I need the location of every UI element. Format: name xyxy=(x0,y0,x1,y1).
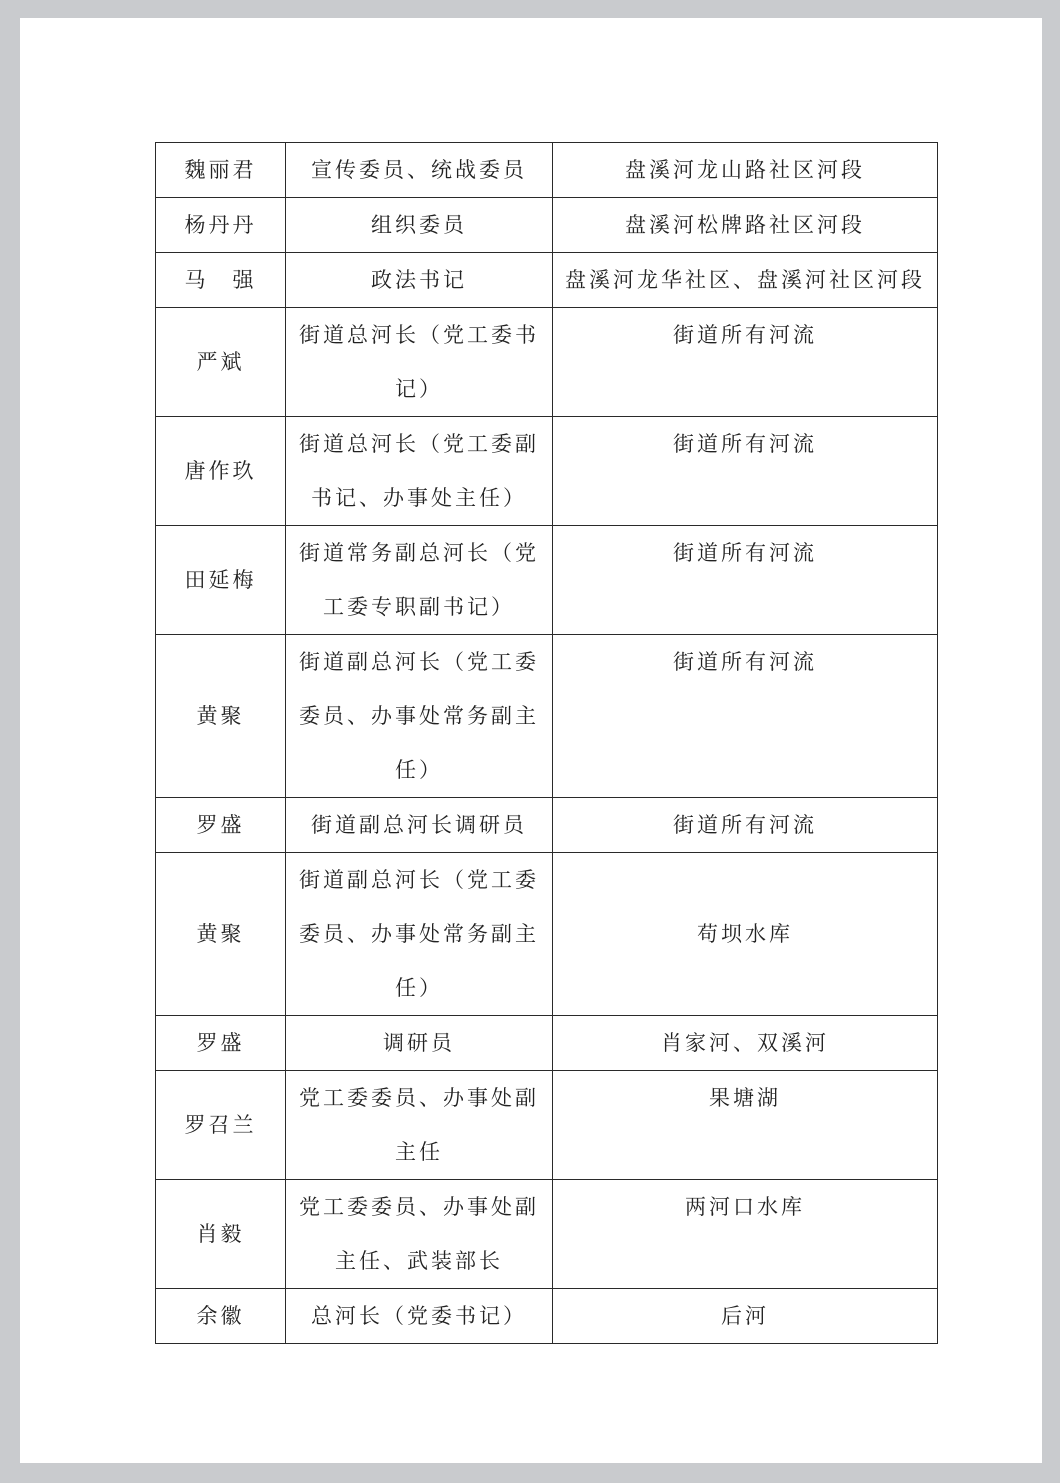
name-cell: 罗盛 xyxy=(156,1016,286,1071)
name-cell: 肖毅 xyxy=(156,1180,286,1289)
name-cell: 马 强 xyxy=(156,253,286,308)
table-row xyxy=(156,143,938,198)
table-row xyxy=(156,308,938,417)
table-row xyxy=(156,1180,938,1289)
position-cell: 组织委员 xyxy=(286,198,553,253)
table-row xyxy=(156,526,938,635)
table-row xyxy=(156,635,938,798)
area-cell: 盘溪河龙山路社区河段 xyxy=(553,143,938,198)
area-cell: 街道所有河流 xyxy=(553,526,938,635)
area-cell: 街道所有河流 xyxy=(553,635,938,798)
position-cell: 党工委委员、办事处副主任、武装部长 xyxy=(286,1180,553,1289)
name-cell: 罗盛 xyxy=(156,798,286,853)
name-cell: 杨丹丹 xyxy=(156,198,286,253)
position-cell: 党工委委员、办事处副主任 xyxy=(286,1071,553,1180)
name-cell: 余徽 xyxy=(156,1289,286,1344)
name-cell: 黄聚 xyxy=(156,635,286,798)
table-row xyxy=(156,198,938,253)
name-cell: 罗召兰 xyxy=(156,1071,286,1180)
position-cell: 宣传委员、统战委员 xyxy=(286,143,553,198)
name-cell: 魏丽君 xyxy=(156,143,286,198)
table-row xyxy=(156,1016,938,1071)
position-cell: 调研员 xyxy=(286,1016,553,1071)
area-cell: 苟坝水库 xyxy=(553,853,938,1016)
area-cell: 肖家河、双溪河 xyxy=(553,1016,938,1071)
position-cell: 政法书记 xyxy=(286,253,553,308)
table-row xyxy=(156,1289,938,1344)
position-cell: 街道副总河长（党工委委员、办事处常务副主任） xyxy=(286,635,553,798)
table-row xyxy=(156,1071,938,1180)
area-cell: 果塘湖 xyxy=(553,1071,938,1180)
position-cell: 街道副总河长调研员 xyxy=(286,798,553,853)
position-cell: 街道副总河长（党工委委员、办事处常务副主任） xyxy=(286,853,553,1016)
area-cell: 街道所有河流 xyxy=(553,798,938,853)
position-cell: 街道总河长（党工委书记） xyxy=(286,308,553,417)
area-cell: 街道所有河流 xyxy=(553,417,938,526)
name-cell: 严斌 xyxy=(156,308,286,417)
position-cell: 街道总河长（党工委副书记、办事处主任） xyxy=(286,417,553,526)
name-cell: 唐作玖 xyxy=(156,417,286,526)
position-cell: 街道常务副总河长（党工委专职副书记） xyxy=(286,526,553,635)
area-cell: 两河口水库 xyxy=(553,1180,938,1289)
name-cell: 黄聚 xyxy=(156,853,286,1016)
area-cell: 盘溪河龙华社区、盘溪河社区河段 xyxy=(553,253,938,308)
document-page xyxy=(20,18,1042,1463)
area-cell: 盘溪河松牌路社区河段 xyxy=(553,198,938,253)
table-row xyxy=(156,853,938,1016)
river-chief-table xyxy=(155,142,938,1344)
position-cell: 总河长（党委书记） xyxy=(286,1289,553,1344)
area-cell: 后河 xyxy=(553,1289,938,1344)
table-row xyxy=(156,417,938,526)
area-cell: 街道所有河流 xyxy=(553,308,938,417)
table-row xyxy=(156,253,938,308)
table-row xyxy=(156,798,938,853)
name-cell: 田延梅 xyxy=(156,526,286,635)
